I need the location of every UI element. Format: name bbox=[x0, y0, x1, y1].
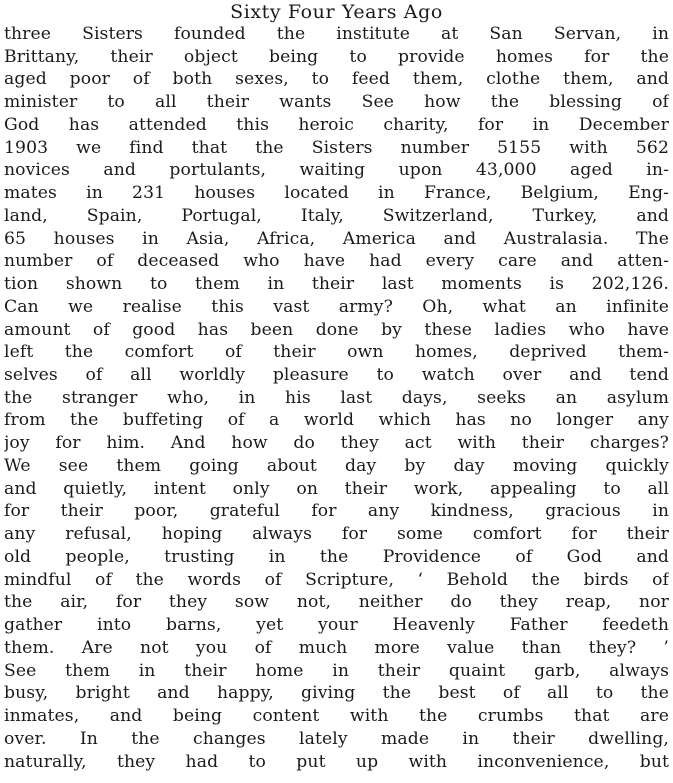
text-line: 1903 we find that the Sisters number 5155 with 562 bbox=[4, 137, 669, 158]
text-line: See them in their home in their quaint garb, always bbox=[4, 660, 669, 681]
text-line: novices and portulants, waiting upon 43,000 aged in- bbox=[4, 160, 669, 181]
text-line: from the buffeting of a world which has no longer any bbox=[4, 410, 669, 431]
text-line: them. Are not you of much more value than they? ’ bbox=[4, 637, 669, 658]
text-line: land, Spain, Portugal, Italy, Switzerland, Turkey, and bbox=[4, 205, 669, 226]
text-line: number of deceased who have had every care and atten- bbox=[4, 251, 669, 272]
text-line: and quietly, intent only on their work, appealing to all bbox=[4, 478, 669, 499]
article-body bbox=[4, 23, 669, 773]
text-line: Can we realise this vast army? Oh, what an infinite bbox=[4, 296, 669, 317]
article-heading: Sixty Four Years Ago bbox=[230, 1, 443, 23]
text-line: joy for him. And how do they act with their charges? bbox=[4, 433, 669, 454]
text-line: selves of all worldly pleasure to watch over and tend bbox=[4, 365, 669, 386]
text-line: We see them going about day by day moving quickly bbox=[4, 455, 669, 476]
text-line: 65 houses in Asia, Africa, America and Australasia. The bbox=[4, 228, 669, 249]
text-line: amount of good has been done by these ladies who have bbox=[4, 319, 669, 340]
text-line: old people, trusting in the Providence of God and bbox=[4, 546, 669, 567]
text-line: Brittany, their object being to provide homes for the bbox=[4, 46, 669, 67]
text-line: aged poor of both sexes, to feed them, clothe them, and bbox=[4, 69, 669, 90]
text-line: naturally, they had to put up with inconvenience, but bbox=[4, 751, 669, 772]
text-line: any refusal, hoping always for some comfort for their bbox=[4, 524, 669, 545]
text-line: inmates, and being content with the crumbs that are bbox=[4, 706, 669, 727]
text-line: the air, for they sow not, neither do they reap, nor bbox=[4, 592, 669, 613]
text-line: left the comfort of their own homes, deprived them- bbox=[4, 342, 669, 363]
text-line: minister to all their wants See how the blessing of bbox=[4, 92, 669, 113]
text-line: busy, bright and happy, giving the best of all to the bbox=[4, 683, 669, 704]
text-line: the stranger who, in his last days, seeks an asylum bbox=[4, 387, 669, 408]
text-line: for their poor, grateful for any kindness, gracious in bbox=[4, 501, 669, 522]
text-line: God has attended this heroic charity, for in December bbox=[4, 114, 669, 135]
text-line: tion shown to them in their last moments is 202,126. bbox=[4, 274, 669, 295]
text-line: mindful of the words of Scripture, ‘ Behold the birds of bbox=[4, 569, 669, 590]
text-line: mates in 231 houses located in France, Belgium, Eng- bbox=[4, 183, 669, 204]
text-line: three Sisters founded the institute at San Servan, in bbox=[4, 24, 669, 44]
text-line: over. In the changes lately made in their dwelling, bbox=[4, 728, 669, 749]
text-line: gather into barns, yet your Heavenly Father feedeth bbox=[4, 615, 669, 636]
